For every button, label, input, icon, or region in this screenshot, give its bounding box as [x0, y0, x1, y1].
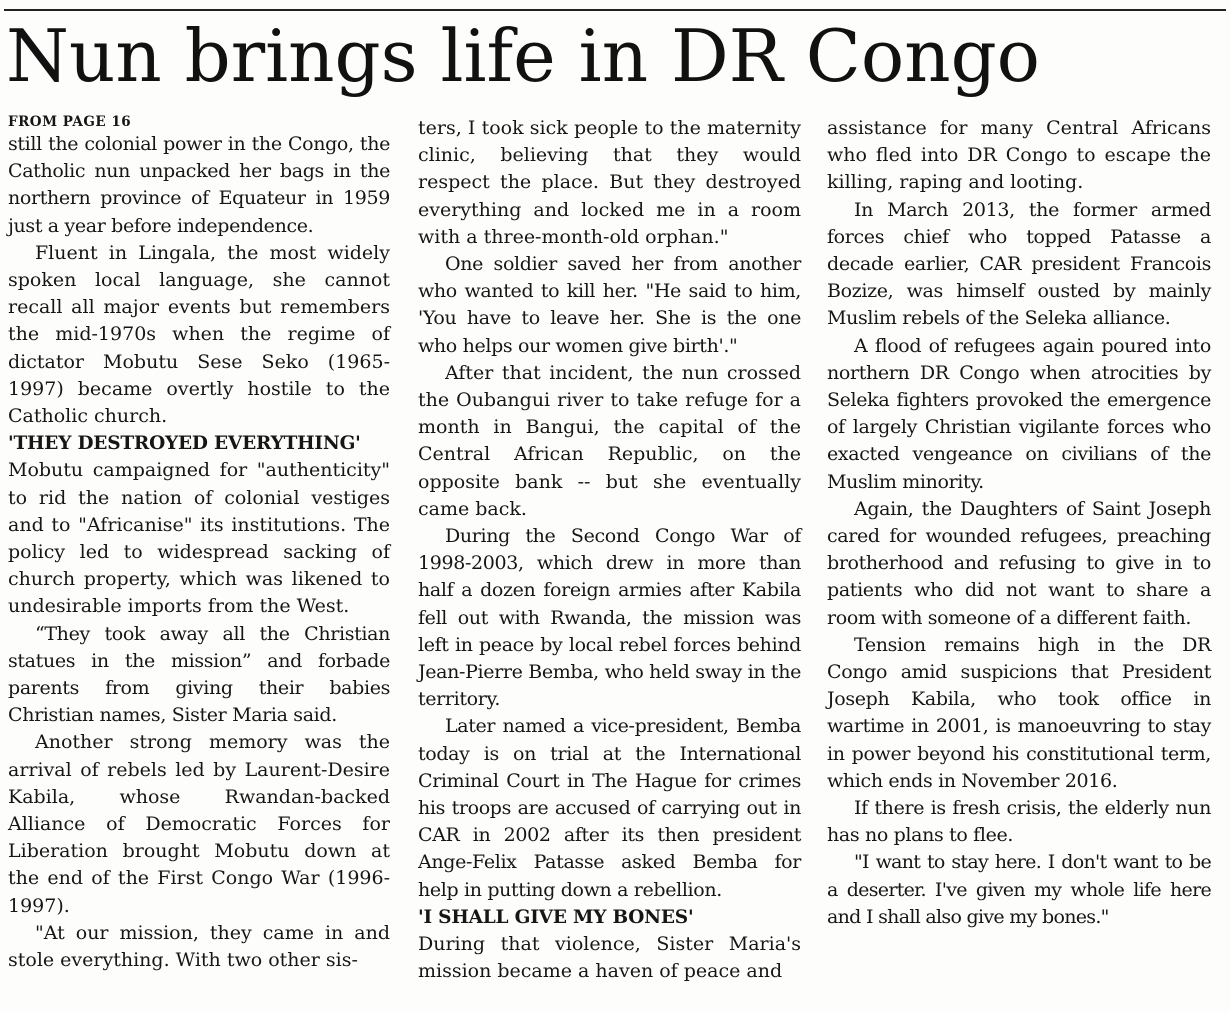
paragraph: One soldier saved her from another who wanted to kill her. "He said to him, 'You have to leave her. She is the one who helps our women give birth'." — [418, 253, 801, 357]
paragraph: In March 2013, the former armed forces chief who topped Patasse a decade earlier, CAR president Francois Bozize, was himself ousted by mainly Muslim rebels of the Seleka alliance. — [827, 198, 1211, 330]
subhead: 'THEY DESTROYED EVERYTHING' — [8, 433, 361, 455]
paragraph: "At our mission, they came in and stole everything. With two other sis- — [8, 921, 390, 972]
column-3 — [827, 115, 1211, 931]
paragraph: During the Second Congo War of 1998-2003, which drew in more than half a dozen foreign armies after Kabila fell out with Rwanda, the mission was left in peace by local rebel forces behind Jean-Pierre Bemba, who held sway in the territory. — [418, 525, 801, 711]
paragraph: ters, I took sick people to the maternity clinic, believing that they would respect the place. But they destroyed everything and locked me in a room with a three-month-old orphan." — [418, 117, 801, 248]
paragraph: Another strong memory was the arrival of rebels led by Laurent-Desire Kabila, whose Rwandan-backed Alliance of Democratic Forces for Liberation brought Mobutu down at the end of the First Congo War (1996-1997). — [8, 731, 390, 917]
column-2 — [418, 115, 801, 986]
paragraph: Later named a vice-president, Bemba today is on trial at the International Criminal Court in The Hague for crimes his troops are accused of carrying out in CAR in 2002 after its then president Ange-Felix Patasse asked Bemba for help in putting down a rebellion. — [418, 715, 801, 901]
paragraph: “They took away all the Christian statues in the mission” and forbade parents from giving their babies Christian names, Sister Maria said. — [8, 622, 390, 727]
paragraph: still the colonial power in the Congo, the Catholic nun unpacked her bags in the northern province of Equateur in 1959 just a year before independence. — [8, 133, 390, 237]
paragraph: If there is fresh crisis, the elderly nun has no plans to flee. — [827, 797, 1211, 847]
paragraph: assistance for many Central Africans who fled into DR Congo to escape the killing, raping and looting. — [827, 117, 1211, 194]
paragraph: Mobutu campaigned for "authenticity" to rid the nation of colonial vestiges and to "Africanise" its institutions. The policy led to widespread sacking of church property, which was likened to undesirable imports from the West. — [8, 459, 390, 618]
paragraph: "I want to stay here. I don't want to be a deserter. I've given my whole life here and I shall also give my bones." — [827, 851, 1211, 928]
column-1 — [8, 112, 390, 974]
top-rule — [4, 9, 1226, 11]
jump-line: FROM PAGE 16 — [8, 114, 132, 130]
paragraph: During that violence, Sister Maria's mission became a haven of peace and — [418, 933, 801, 983]
paragraph: Tension remains high in the DR Congo amid suspicions that President Joseph Kabila, who took office in wartime in 2001, is manoeuvring to stay in power beyond his constitutional term, which ends in November 2016. — [827, 633, 1211, 792]
headline: Nun brings life in DR Congo — [6, 14, 1041, 98]
paragraph: Fluent in Lingala, the most widely spoken local language, she cannot recall all major events but remembers the mid-1970s when the regime of dictator Mobutu Sese Seko (1965-1997) became overtly hostile to the Catholic church. — [8, 241, 390, 428]
paragraph: A flood of refugees again poured into northern DR Congo when atrocities by Seleka fighters provoked the emergence of largely Christian vigilante forces who exacted vengeance on civilians of the Muslim minority. — [827, 334, 1211, 493]
paragraph: After that incident, the nun crossed the Oubangui river to take refuge for a month in Bangui, the capital of the Central African Republic, on the opposite bank -- but she eventually came back. — [418, 361, 801, 520]
paragraph: Again, the Daughters of Saint Joseph cared for wounded refugees, preaching brotherhood and refusing to give in to patients who did not want to share a room with someone of a different faith. — [827, 497, 1211, 629]
subhead: 'I SHALL GIVE MY BONES' — [418, 906, 694, 928]
